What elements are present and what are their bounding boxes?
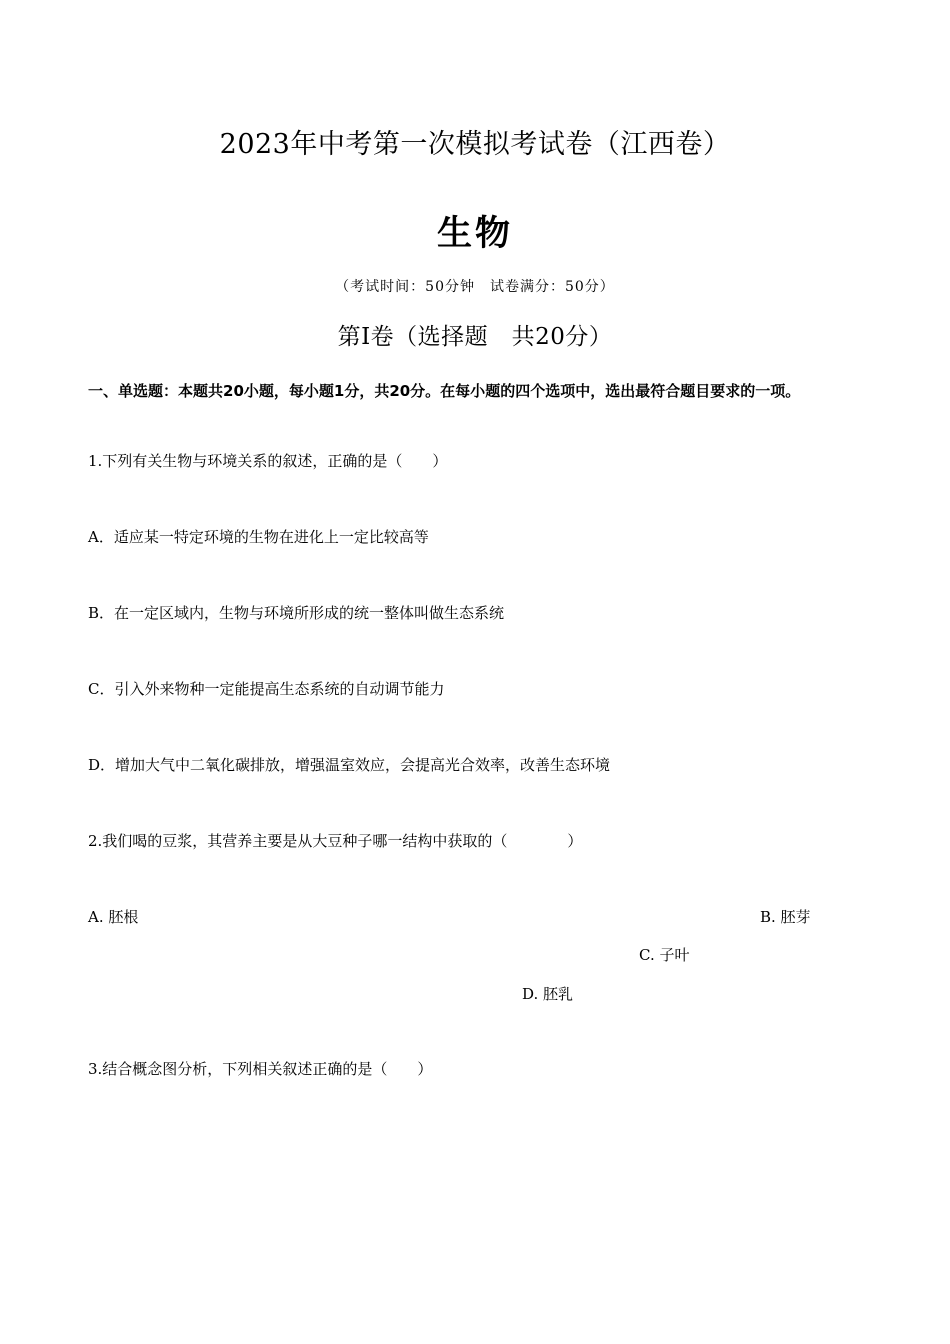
- question-2-option-b: B. 胚芽: [760, 908, 811, 926]
- question-2-stem: 2.我们喝的豆浆，其营养主要是从大豆种子哪一结构中获取的（ ）: [88, 832, 583, 850]
- section-heading: 一、单选题：本题共20小题，每小题1分，共20分。在每小题的四个选项中，选出最符合题目要求的一项。: [88, 382, 801, 400]
- question-1-option-c: C．引入外来物种一定能提高生态系统的自动调节能力: [88, 680, 445, 698]
- question-2-option-a: A. 胚根: [88, 908, 139, 926]
- question-2-option-d: D. 胚乳: [522, 985, 574, 1003]
- question-1-option-a: A．适应某一特定环境的生物在进化上一定比较高等: [88, 528, 429, 546]
- question-2-option-c: C. 子叶: [639, 946, 690, 964]
- exam-info: （考试时间：50分钟 试卷满分：50分）: [335, 279, 615, 295]
- volume-title: 第Ⅰ卷（选择题 共20分）: [337, 324, 613, 350]
- subject-title: 生物: [436, 214, 513, 254]
- question-3-stem: 3.结合概念图分析，下列相关叙述正确的是（ ）: [88, 1060, 433, 1078]
- exam-title: 2023年中考第一次模拟考试卷（江西卷）: [219, 129, 731, 160]
- question-1-option-b: B．在一定区域内，生物与环境所形成的统一整体叫做生态系统: [88, 604, 505, 622]
- question-1-stem: 1.下列有关生物与环境关系的叙述，正确的是（ ）: [88, 452, 448, 470]
- question-1-option-d: D．增加大气中二氧化碳排放，增强温室效应，会提高光合效率，改善生态环境: [88, 756, 611, 774]
